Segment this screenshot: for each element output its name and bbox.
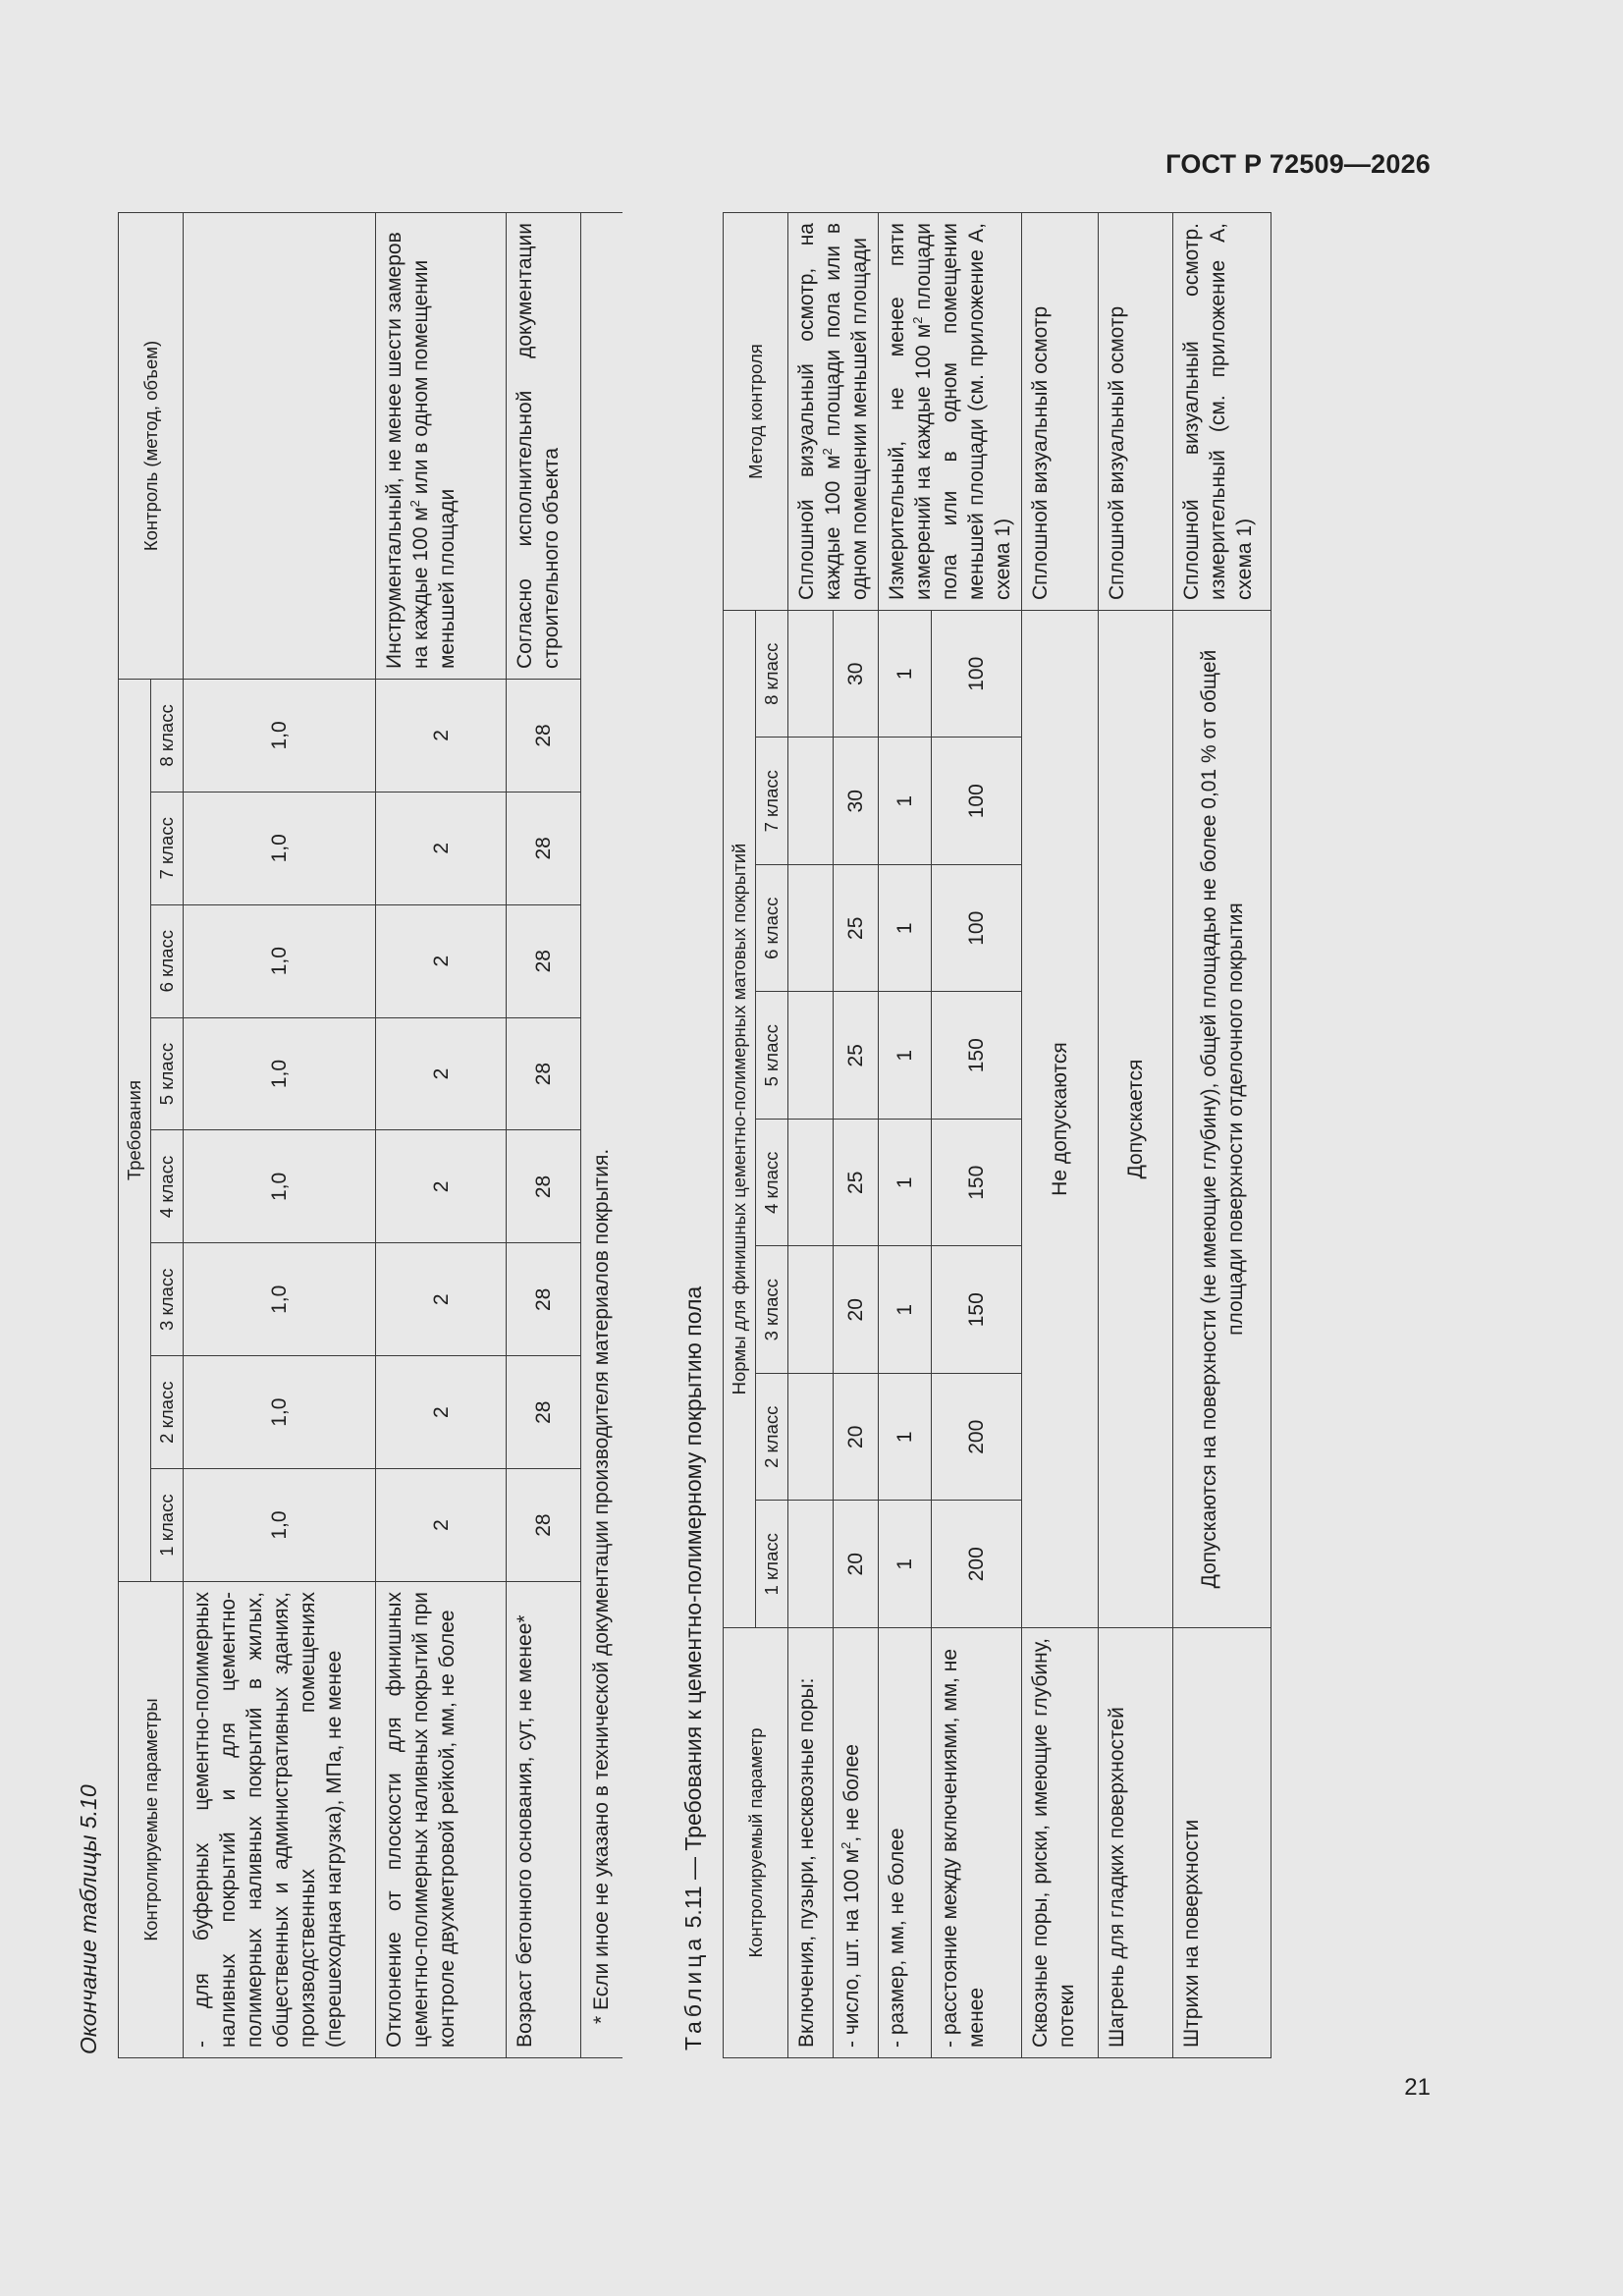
class-header: 4 класс [151,1130,184,1243]
class-header: 4 класс [756,1120,788,1247]
header-parameter: Контролируемый параметр [724,1628,788,2058]
control-text: Инструментальный, не менее шести замеров на каждые 100 м [383,232,432,669]
row-value: 150 [931,1120,1021,1247]
row-value: 1 [879,992,932,1120]
row-parameter: Включения, пузыри, несквозные поры: [788,1628,834,2058]
class-header: 5 класс [151,1017,184,1130]
row-value: 25 [834,1120,879,1247]
row-method [788,213,879,611]
class-header: 2 класс [756,1374,788,1502]
row-norm: Не допускаются [1022,611,1099,1628]
row-value: 2 [376,1243,507,1356]
table-row [507,213,581,2058]
row-value: 28 [507,1356,581,1469]
table-5-11-block [677,212,1443,2058]
row-control [184,213,376,680]
header-requirements: Требования [119,680,151,1582]
table-row [879,213,932,2058]
class-header: 7 класс [151,792,184,904]
table-continuation-label: Окончание таблицы 5.10 [76,1784,101,2054]
row-norm: Допускаются на поверхности (не имеющие глубину), общей площадью не более 0,01 % от общей площади поверхности отделочного покрытия [1173,611,1271,1628]
row-value: 30 [834,738,879,865]
row-value: 28 [507,1243,581,1356]
table-row [184,213,376,2058]
superscript: 2 [407,500,422,508]
row-value: 1,0 [184,680,376,793]
row-value: 1,0 [184,904,376,1017]
method-text: Измерительный, не менее пяти измерений на каждые 100 м [886,223,935,600]
table-row [1173,213,1271,2058]
row-value: 28 [507,1469,581,1582]
class-header: 3 класс [151,1243,184,1356]
row-value: 30 [834,611,879,738]
row-value: 1 [879,865,932,993]
row-parameter: - размер, мм, не более [879,1628,932,2058]
class-header: 8 класс [151,680,184,793]
table-5-11 [723,212,1271,2058]
class-header: 3 класс [756,1246,788,1374]
superscript: 2 [910,316,925,324]
row-value: 2 [376,1017,507,1130]
row-value: 1 [879,1120,932,1247]
header-parameters: Контролируемые параметры [119,1582,184,2058]
row-value: 20 [834,1501,879,1628]
table-5-10 [118,212,622,2058]
class-header: 7 класс [756,738,788,865]
row-value: 1,0 [184,1017,376,1130]
class-header: 1 класс [756,1501,788,1628]
superscript: 2 [820,448,835,456]
row-value: 1 [879,611,932,738]
row-value: 2 [376,680,507,793]
header-method: Метод контроля [724,213,788,611]
table-footnote: * Если иное не указано в технической документации производителя материалов покрытия. [581,213,623,2058]
row-method: Сплошной визуальный осмотр [1022,213,1099,611]
row-value: 1,0 [184,1130,376,1243]
row-parameter: Сквозные поры, риски, имеющие глубину, потеки [1022,1628,1099,2058]
method-text: площади пола или в одном помещении меньшей площади (см. приложение А, схема 1) [912,223,1014,600]
row-value: 200 [931,1374,1021,1502]
row-value: 20 [834,1374,879,1502]
document-code: ГОСТ Р 72509—2026 [1165,149,1431,179]
row-value: 2 [376,1356,507,1469]
row-value: 2 [376,904,507,1017]
row-value: 28 [507,1130,581,1243]
row-value: 2 [376,1469,507,1582]
method-text: площади пола или в одном помещении меньшей площади [822,223,871,600]
row-parameter: Возраст бетонного основания, сут, не менее* [507,1582,581,2058]
header-norms: Нормы для финишных цементно-полимерных матовых покрытий [724,611,756,1628]
row-value: 25 [834,992,879,1120]
table-row [1099,213,1173,2058]
row-control [376,213,507,680]
footnote-row [581,213,623,2058]
control-text: или в одном помещении меньшей площади [409,259,459,669]
row-control: Согласно исполнительной документации строительного объекта [507,213,581,680]
table-row [376,213,507,2058]
row-parameter: - расстояние между включениями, мм, не менее [931,1628,1021,2058]
table-row [788,213,834,2058]
table-caption-label: Таблица [680,1934,706,2050]
superscript: 2 [839,1841,853,1849]
row-value: 1,0 [184,1356,376,1469]
row-value: 28 [507,1017,581,1130]
page-number: 21 [1404,2074,1431,2101]
row-value: 150 [931,1246,1021,1374]
row-parameter: Отклонение от плоскости для финишных цементно-полимерных наливных покрытий при контроле двухметровой рейкой, мм, не более [376,1582,507,2058]
table-caption [677,212,723,2058]
row-method: Сплошной визуальный осмотр. измерительный (см. приложение А, схема 1) [1173,213,1271,611]
row-value: 100 [931,865,1021,993]
row-parameter: Штрихи на поверхности [1173,1628,1271,2058]
row-value: 1 [879,738,932,865]
row-method: Сплошной визуальный осмотр [1099,213,1173,611]
row-value: 20 [834,1246,879,1374]
row-value: 28 [507,792,581,904]
row-value: 100 [931,611,1021,738]
row-value: 100 [931,738,1021,865]
class-header: 6 класс [151,904,184,1017]
class-header: 1 класс [151,1469,184,1582]
header-control: Контроль (метод, объем) [119,213,184,680]
row-parameter: - для буферных цементно-полимерных наливных покрытий и для цементно-полимерных наливных покрытий в жилых, общественных и административных зданиях, производственных помещениях (перешеходная нагрузка), МПа, не менее [184,1582,376,2058]
row-method [879,213,1022,611]
parameter-text: , не более [840,1744,863,1842]
class-header: 6 класс [756,865,788,993]
row-value: 1 [879,1246,932,1374]
parameter-text: - число, шт. на 100 м [840,1848,863,2048]
row-value: 1 [879,1501,932,1628]
row-value: 1,0 [184,792,376,904]
row-value: 200 [931,1501,1021,1628]
row-value: 150 [931,992,1021,1120]
row-value: 28 [507,680,581,793]
row-norm: Допускается [1099,611,1173,1628]
method-text: Сплошной визуальный осмотр, на каждые 100 м [795,223,844,600]
class-header: 5 класс [756,992,788,1120]
row-value: 2 [376,792,507,904]
table-caption-title: 5.11 — Требования к цементно-полимерному покрытию пола [680,1285,706,1935]
row-value: 1 [879,1374,932,1502]
row-value: 28 [507,904,581,1017]
row-value: 2 [376,1130,507,1243]
row-value: 1,0 [184,1243,376,1356]
class-header: 2 класс [151,1356,184,1469]
table-row [1022,213,1099,2058]
row-value: 25 [834,865,879,993]
row-parameter [834,1628,879,2058]
class-header: 8 класс [756,611,788,738]
row-parameter: Шагрень для гладких поверхностей [1099,1628,1173,2058]
row-value: 1,0 [184,1469,376,1582]
